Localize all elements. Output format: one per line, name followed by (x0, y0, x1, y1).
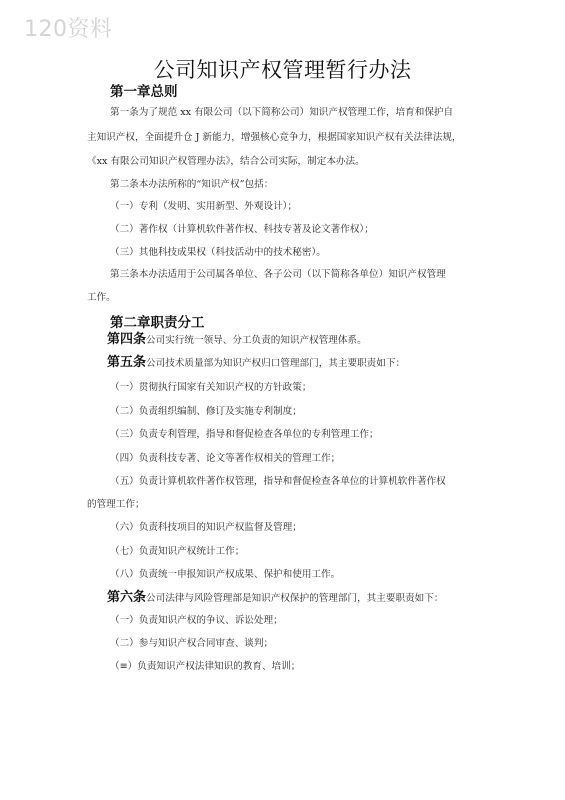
article-6-item: （一）负责知识产权的争议、诉讼处理； (110, 615, 283, 626)
article-1-line-3: 《xx 有限公司知识产权管理办法》，结合公司实际，制定本办法。 (87, 156, 365, 167)
article-2-item-2: （二）著作权（计算机软件著作权、科技专著及论文著作权）； (110, 224, 374, 235)
article-5-number: 第五条 (107, 355, 147, 370)
article-2-item-3: （三）其他科技成果权（科技活动中的技术秘密）。 (110, 247, 326, 258)
article-6 (107, 591, 443, 606)
article-3-line-1: 第三条本办法适用于公司属各单位、各子公司（以下简称各单位）知识产权管理 (110, 269, 446, 280)
article-5-text: 公司技术质量部为知识产权归口管理部门，其主要职责如下： (146, 358, 406, 369)
article-5-item-continuation: 的管理工作； (87, 499, 145, 510)
article-5-item: （四）负责科技专著、论文等著作权相关的管理工作； (110, 453, 341, 464)
article-4-number: 第四条 (107, 332, 147, 347)
watermark: 120资料 (24, 17, 113, 42)
article-5-item: （一）贯彻执行国家有关知识产权的方针政策； (110, 382, 312, 393)
article-1-line-1: 第一条为了规范 xx 有限公司（以下简称公司）知识产权管理工作，培育和保护自 (110, 107, 454, 118)
article-6-item: （二）参与知识产权合同审查、谈判； (110, 638, 274, 649)
article-4-text: 公司实行统一领导、分工负责的知识产权管理体系。 (146, 335, 367, 346)
article-5-item: （八）负责统一申报知识产权成果、保护和使用工作。 (110, 569, 341, 580)
article-1-line-2: 主知识产权，全面提升仓 J 新能力，增强核心竞争力，根据国家知识产权有关法律法规， (87, 132, 462, 143)
article-6-item: （≡）负责知识产权法律知识的教育、培训； (110, 661, 301, 672)
article-5-item: （三）负责专利管理，指导和督促检查各单位的专利管理工作； (110, 429, 379, 440)
article-5-item: （六）负责科技项目的知识产权监督及管理； (110, 522, 302, 533)
article-3-line-2: 工作。 (87, 292, 116, 303)
article-2-item-1: （一）专利（发明、实用新型、外观设计）； (110, 201, 298, 212)
article-5-item: （五）负责计算机软件著作权管理，指导和督促检查各单位的计算机软件著作权 (110, 476, 446, 487)
article-5 (107, 356, 405, 371)
article-2: 第二条本办法所称的“知识产权”包括： (110, 179, 274, 190)
article-6-number: 第六条 (107, 590, 147, 605)
document-title: 公司知识产权管理暂行办法 (153, 58, 412, 82)
article-5-item: （七）负责知识产权统计工作； (110, 546, 245, 557)
chapter-1-heading: 第一章总则 (110, 84, 178, 100)
chapter-2-heading: 第二章职责分工 (110, 315, 205, 331)
article-4 (107, 333, 367, 348)
article-6-text: 公司法律与风险管理部是知识产权保护的管理部门，其主要职责如下： (146, 593, 444, 604)
article-5-item: （二）负责组织编制、修订及实施专利制度； (110, 406, 302, 417)
